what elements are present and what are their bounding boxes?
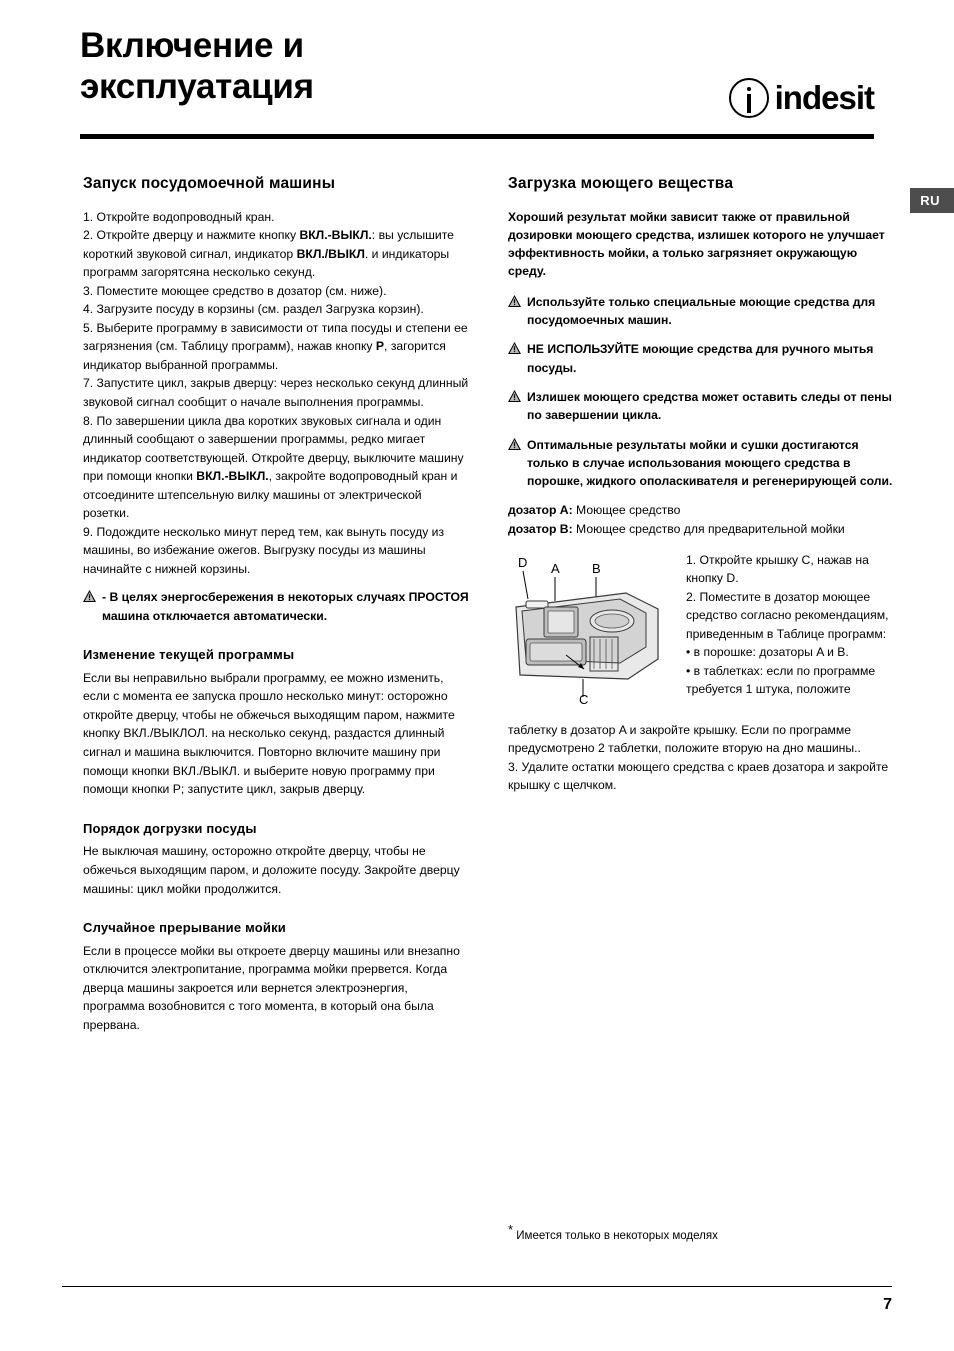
dispenser-a-text: Моющее средство — [576, 503, 681, 518]
warning-text: НЕ ИСПОЛЬЗУЙТЕ моющие средства для ручного мытья посуды. — [527, 342, 874, 375]
dispenser-a-label: дозатор A: — [508, 503, 573, 518]
step-2: 2. Откройте дверцу и нажмите кнопку ВКЛ.-ВЫКЛ.: вы услышите короткий звуковой сигнал, индикатор ВКЛ./ВЫКЛ. и индикаторы программ загорятсяна несколько секунд. — [83, 228, 454, 280]
dispenser-a-line — [508, 501, 896, 520]
page-title: Включение и эксплуатация — [80, 26, 314, 106]
step-4: 4. Загрузите посуду в корзины (см. раздел Загрузка корзин). — [83, 302, 424, 317]
figure-step-1: 1. Откройте крышку C, нажав на кнопку D. — [686, 552, 869, 586]
left-column — [83, 172, 471, 1035]
figure-step-3: 3. Удалите остатки моющего средства с краев дозатора и закройте крышку с щелчком. — [508, 759, 889, 793]
subsection-heading-interruption: Случайное прерывание мойки — [83, 920, 286, 936]
subsection-text-add-dishes: Не выключая машину, осторожно откройте дверцу, чтобы не обжечься выходящим паром, и доложите посуду. Закройте дверцу машины: цикл мойки продолжится. — [83, 844, 460, 896]
svg-text:D: D — [518, 554, 528, 570]
footnote — [508, 1222, 896, 1242]
dispenser-figure-block — [508, 551, 896, 795]
warning-triangle-icon — [508, 438, 521, 450]
warning-optimal-results — [508, 436, 896, 491]
step-3: 3. Поместите моющее средство в дозатор (см. ниже). — [83, 283, 387, 298]
warning-text: Излишек моющего средства может оставить следы от пены по завершении цикла. — [527, 389, 892, 423]
energy-saving-note — [83, 588, 471, 625]
warning-text: Используйте только специальные моющие средства для посудомоечных машин. — [527, 294, 876, 328]
dispenser-illustration — [508, 551, 676, 719]
left-section-title: Запуск посудомоечной машины — [83, 175, 336, 192]
warning-triangle-icon — [508, 390, 521, 402]
figure-bullet-tablets: • в таблетках: если по программе требуется 1 штука, положите — [686, 663, 876, 697]
page-header — [80, 26, 874, 116]
footer-divider — [62, 1286, 892, 1287]
warning-excess-detergent — [508, 388, 896, 425]
step-9: 9. Подождите несколько минут перед тем, как вынуть посуду из машины, во избежание ожегов. Выгрузку посуды из машины начинайте с нижней корзины. — [83, 524, 445, 576]
step-8: 8. По завершении цикла два коротких звуковых сигнала и один длинный сообщают о завершении программы, редко мигает индикатор соответствующей. Откройте дверцу, выключите машину при помощи кнопки ВКЛ.-ВЫКЛ., закройте водопроводный кран и отсоедините штепсельную вилку машины от электрической розетки. — [83, 413, 464, 521]
svg-text:C: C — [579, 691, 589, 707]
figure-step-2: 2. Поместите в дозатор моющее средство согласно рекомендациям, приведенным в Таблице программ: — [686, 589, 889, 641]
dispenser-b-line — [508, 520, 896, 539]
indesit-i-icon — [729, 78, 769, 118]
dispenser-b-label: дозатор B: — [508, 521, 573, 536]
warning-do-not-use-hand-detergent — [508, 340, 896, 377]
footnote-marker: * — [508, 1222, 514, 1237]
footnote-text: Имеется только в некоторых моделях — [516, 1229, 718, 1242]
warning-text: Оптимальные результаты мойки и сушки достигаются только в случае использования моющего средства в порошке, жидкого ополаскивателя и регенерирующей соли. — [527, 437, 893, 489]
warning-triangle-icon — [508, 342, 521, 354]
subsection-text-interruption: Если в процессе мойки вы откроете дверцу машины или внезапно отключится электропитание, программа мойки прервется. Когда дверца машины закроется или вернется электроэнергия, программа возобновится с того момента, в который она была прервана. — [83, 943, 460, 1032]
subsection-heading-add-dishes: Порядок догрузки посуды — [83, 820, 257, 836]
energy-saving-text: - В целях энергосбережения в некоторых случаях ПРОСТОЯ машина отключается автоматически. — [102, 590, 469, 623]
header-divider — [80, 134, 874, 139]
right-section-title: Загрузка моющего вещества — [508, 175, 734, 192]
figure-continuation — [508, 719, 896, 795]
dispenser-b-text: Моющее средство для предварительной мойки — [576, 521, 845, 536]
svg-text:A: A — [551, 560, 560, 576]
step-7: 7. Запустите цикл, закрыв дверцу: через несколько секунд длинный звуковой сигнал сообщит о начале выполнения программы. — [83, 376, 469, 410]
figure-continuation-text: таблетку в дозатор A и закройте крышку. Если по программе предусмотрено 2 таблетки, положите вторую на дно машины.. — [508, 722, 861, 756]
page-number: 7 — [883, 1296, 892, 1313]
step-5: 5. Выберите программу в зависимости от типа посуды и степени ее загрязнения (см. Таблицу программ), нажав кнопку P, загорится индикатор выбранной программы. — [83, 320, 468, 372]
detergent-intro: Хороший результат мойки зависит также от правильной дозировки моющего средства, излишек которого не улучшает эффективность мойки, а только загрязняет окружающую среду. — [508, 209, 885, 279]
step-1: 1. Откройте водопроводный кран. — [83, 209, 275, 224]
brand-logo — [729, 78, 874, 118]
brand-name: indesit — [774, 79, 874, 116]
right-column — [508, 172, 896, 795]
svg-text:B: B — [592, 560, 601, 576]
warning-triangle-icon — [83, 590, 96, 602]
warning-triangle-icon — [508, 295, 521, 307]
figure-bullet-powder: • в порошке: дозаторы A и B. — [686, 645, 849, 660]
subsection-heading-change-program: Изменение текущей программы — [83, 647, 295, 663]
warning-use-dishwasher-detergent — [508, 293, 896, 330]
figure-instructions — [686, 551, 896, 699]
dispenser-diagram — [508, 551, 676, 719]
subsection-text-change-program: Если вы неправильно выбрали программу, ее можно изменить, если с момента ее запуска прошло несколько минут: осторожно откройте дверцу, чтобы не обжечься выходящим паром, нажмите кнопку ВКЛ./ВЫКЛОЛ. на несколько секунд, раздастся длинный сигнал и машина выключится. Повторно включите машину при помощи кнопки ВКЛ./ВЫКЛ. и выберите новую программу при помощи кнопки P; запустите цикл, закрыв дверцу. — [83, 670, 455, 797]
language-tab: RU — [910, 188, 954, 213]
